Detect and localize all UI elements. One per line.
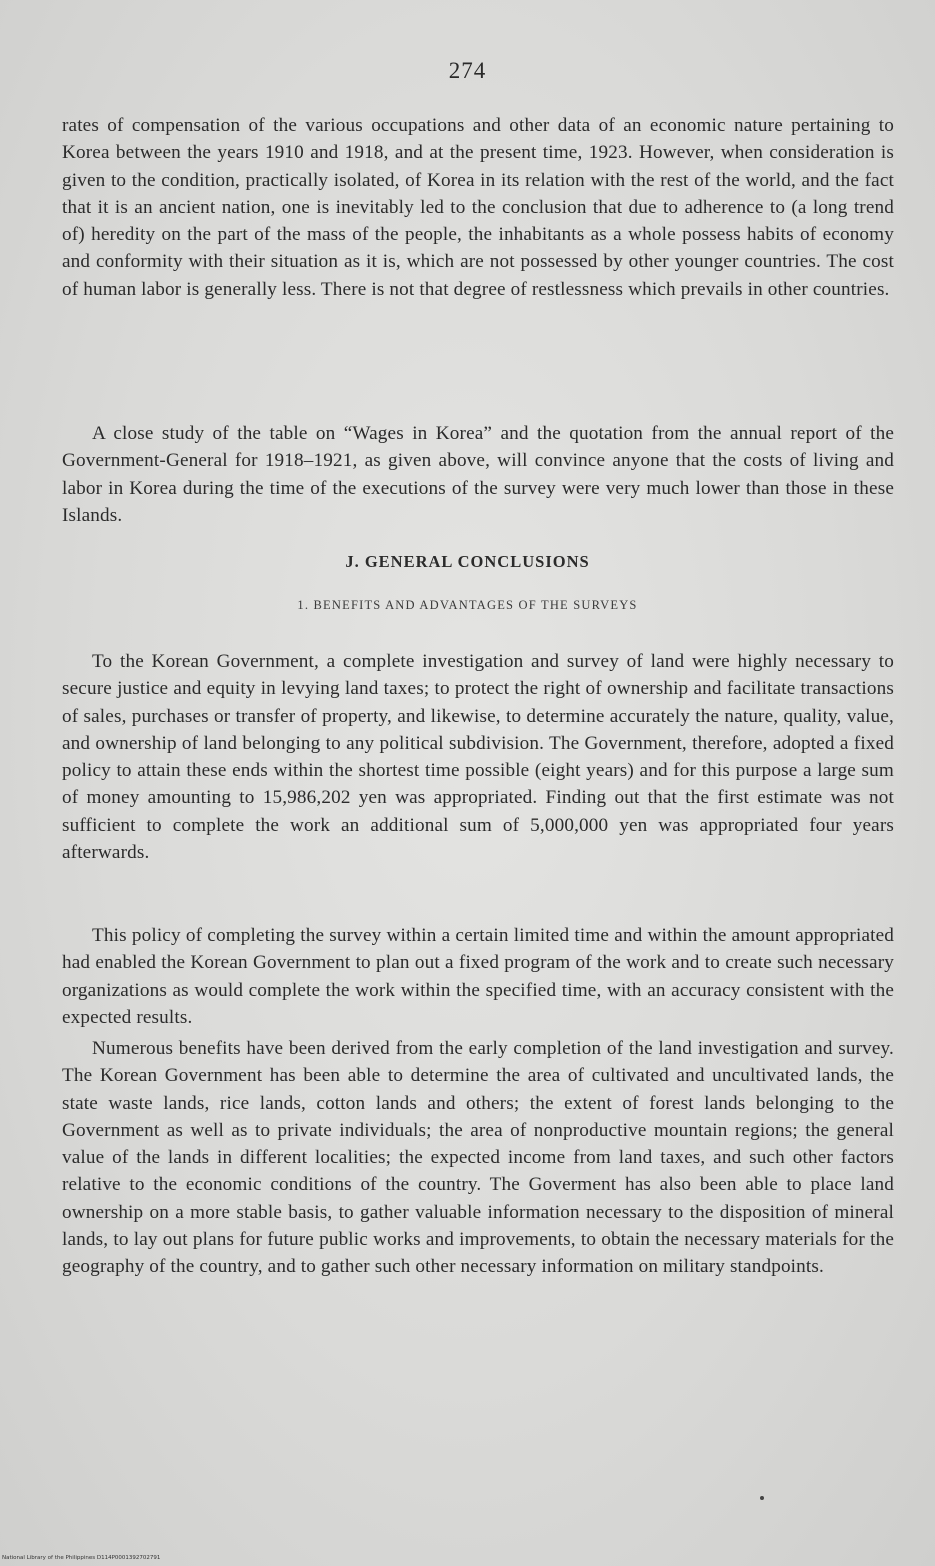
- paragraph-text: To the Korean Government, a complete investigation and survey of land were highly necessary to secure justice and equity in levying land taxes; to protect the right of ownership and facilitate transactions of sales, purchases or transfer of property, and likewise, to determine accurately the nature, quality, value, and ownership of land belonging to any political subdivision. The Government, therefore, adopted a fixed policy to attain these ends within the shortest time possible (eight years) and for this purpose a large sum of money amounting to 15,986,202 yen was appropriated. Finding out that the first estimate was not sufficient to complete the work an additional sum of 5,000,000 yen was appropriated four years afterwards.: [62, 651, 894, 864]
- paragraph-text: A close study of the table on “Wages in Korea” and the quotation from the annual report of the Government-General for 1918–1921, as given above, will convince anyone that the costs of living and labor in Korea during the time of the executions of the survey were very much lower than those in these Islands.: [62, 423, 894, 526]
- subsection-heading: 1. BENEFITS AND ADVANTAGES OF THE SURVEYS: [297, 598, 638, 612]
- body-paragraph-4: [62, 922, 894, 1031]
- page-number: 274: [448, 58, 487, 83]
- section-heading: J. GENERAL CONCLUSIONS: [345, 552, 590, 571]
- ink-speck: [760, 1496, 764, 1500]
- body-paragraph-5: [62, 1035, 894, 1281]
- body-paragraph-3: [62, 648, 894, 866]
- paragraph-text: rates of compensation of the various occupations and other data of an economic nature pertaining to Korea between the years 1910 and 1918, and at the present time, 1923. However, when consideration is given to the condition, practically isolated, of Korea in its relation with the rest of the world, and the fact that it is an ancient nation, one is inevitably led to the conclusion that due to adherence to (a long trend of) heredity on the part of the mass of the people, the inhabitants as a whole possess habits of economy and conformity with their situation as it is, which are not possessed by other younger countries. The cost of human labor is generally less. There is not that degree of restlessness which prevails in other countries.: [62, 115, 894, 300]
- paragraph-text: This policy of completing the survey within a certain limited time and within the amount appropriated had enabled the Korean Government to plan out a fixed program of the work and to create such necessary organizations as would complete the work within the specified time, with an accuracy consistent with the expected results.: [62, 925, 894, 1028]
- paragraph-text: Numerous benefits have been derived from the early completion of the land investigation and survey. The Korean Government has been able to determine the area of cultivated and uncultivated lands, the state waste lands, rice lands, cotton lands and others; the extent of forest lands belonging to the Government as well as to private individuals; the area of nonproductive mountain regions; the general value of the lands in different localities; the expected income from land taxes, and such other factors relative to the economic conditions of the country. The Goverment has also been able to place land ownership on a more stable basis, to gather valuable information necessary to the disposition of mineral lands, to lay out plans for future public works and improvements, to obtain the necessary materials for the geography of the country, and to gather such other necessary information on military standpoints.: [62, 1038, 894, 1278]
- footer-label: National Library of the Philippines D114P0001392702791: [2, 1555, 161, 1561]
- body-paragraph-2: [62, 420, 894, 529]
- body-paragraph-1: [62, 112, 894, 303]
